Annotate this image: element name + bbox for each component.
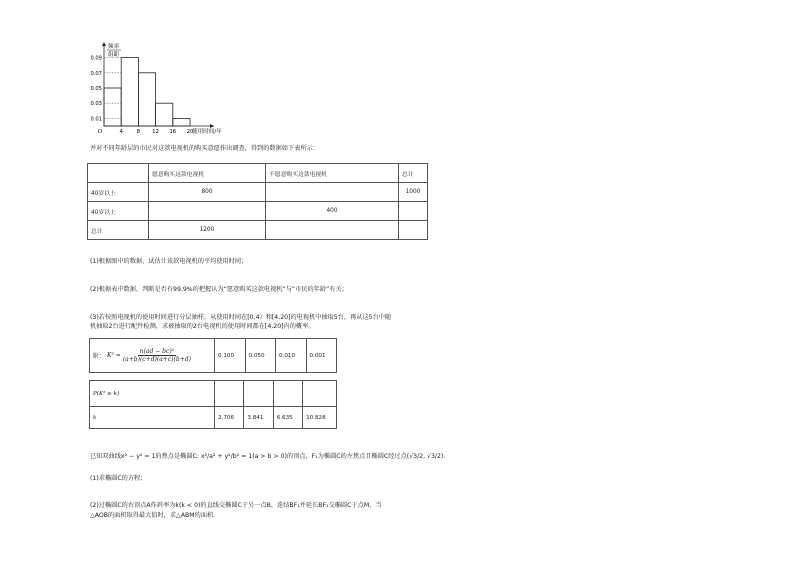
histogram-bar	[121, 58, 138, 126]
intro-text: 并对不同年龄层的市民对这款电视机的购买意愿作出调查，得到的数据如下表所示：	[90, 145, 319, 152]
table-cell: 0.100	[215, 339, 246, 373]
table-cell	[266, 221, 399, 240]
y-tick-label: 0.01	[90, 116, 102, 123]
formula-prefix: 附：	[93, 353, 106, 360]
table-row	[88, 202, 428, 221]
formula-lhs: K² =	[107, 352, 121, 359]
histogram-bars	[104, 58, 190, 126]
question-1: (1)根据图中的数据，试估计该款电视机的平均使用时间；	[90, 258, 248, 265]
table-cell	[266, 183, 399, 202]
table-row	[88, 164, 428, 183]
origin-label: O	[97, 129, 103, 135]
y-axis-arrow	[102, 42, 106, 46]
table-cell	[399, 221, 428, 240]
formula-numerator: n(ad − bc)²	[139, 348, 175, 355]
table-cell: 3.841	[244, 407, 273, 429]
table-cell: 0.001	[306, 339, 337, 373]
question-2: (2)根据表中数据，判断是否有99.9%的把握认为“愿意购买这款电视机”与“市民的年龄”有关；	[90, 286, 348, 293]
y-tick-label: 0.09	[90, 55, 102, 62]
table-cell: 总计	[88, 221, 149, 240]
question-3-line-1: (3)若按照电视机的使用时间进行分层抽样，从使用时间在[0,4）和[4,20]的电视机中抽取5台，再从这5台中随	[90, 314, 392, 321]
table-cell	[303, 381, 337, 407]
table-cell: 总计	[399, 164, 428, 183]
y-axis-label-bottom: 组距	[108, 52, 120, 58]
table-cell: 1200	[149, 221, 266, 240]
frequency-histogram	[86, 40, 256, 140]
table-cell: 400	[266, 202, 399, 221]
table-cell: 1000	[399, 183, 428, 202]
table-cell: 40岁以上	[88, 183, 149, 202]
table-cell: 愿意购买这款电视机	[149, 164, 266, 183]
x-tick-label: 16	[169, 129, 177, 135]
question-4-statement: 已知双曲线x² − y² = 1的焦点是椭圆C: x²/a² + y²/b² = 1(a > b > 0)的顶点，F₁为椭圆C的左焦点且椭圆C经过点(√3/2, √3/2).	[90, 453, 446, 460]
histogram-labels	[90, 42, 222, 135]
x-tick-label: 12	[152, 129, 160, 135]
histogram-bar	[104, 88, 121, 126]
x-axis-arrow	[210, 124, 214, 128]
table-row	[90, 381, 337, 407]
table-cell: 不愿意购买这款电视机	[266, 164, 399, 183]
table-row	[88, 183, 428, 202]
y-tick-label: 0.05	[90, 86, 102, 92]
table-cell	[399, 202, 428, 221]
formula-fraction	[123, 348, 191, 363]
table-cell	[244, 381, 273, 407]
table-row	[90, 339, 337, 373]
table-cell: 10.828	[303, 407, 337, 429]
critical-value-table	[89, 380, 337, 429]
table-row	[88, 221, 428, 240]
x-tick-label: 8	[136, 129, 141, 135]
y-axis-label-top: 频率	[108, 44, 120, 50]
table-cell: 2.706	[215, 407, 244, 429]
table-cell	[149, 202, 266, 221]
x-tick-label: 4	[119, 129, 123, 135]
y-tick-label: 0.07	[90, 70, 102, 77]
table-cell: 40岁以上	[88, 202, 149, 221]
table-cell	[215, 381, 244, 407]
survey-table	[87, 163, 428, 240]
table-cell: 0.050	[245, 339, 276, 373]
x-tick-label: 20	[186, 129, 194, 135]
question-4-part-2-line-2: △AOB的面积取得最大值时，求△ABM的面积.	[90, 512, 216, 519]
table-cell: 6.635	[273, 407, 302, 429]
formula-cell	[90, 339, 215, 373]
table-cell	[273, 381, 302, 407]
histogram-bar	[156, 103, 173, 126]
histogram-bar	[138, 73, 155, 126]
question-3-line-2: 机抽取2台进行配件检测，求被抽取的2台电视机的使用时间都在[4,20]内的概率。	[90, 323, 315, 330]
table-row	[90, 407, 337, 429]
table-cell	[88, 164, 149, 183]
formula-denominator: (a+b)(c+d)(a+c)(b+d)	[122, 356, 191, 363]
table-cell: 0.010	[276, 339, 307, 373]
question-4-part-2-line-1: (2)过椭圆C的右顶点A作斜率为k(k < 0)的直线交椭圆C于另一点B，连结BF₁并延长BF₁交椭圆C于点M，当	[90, 502, 382, 509]
histogram-bar	[173, 118, 190, 126]
formula-table	[89, 338, 337, 373]
table-cell: P(K² ≥ k)	[90, 381, 215, 407]
table-cell: k	[90, 407, 215, 429]
y-tick-label: 0.03	[90, 101, 102, 108]
x-axis-label: 使用时间/年	[192, 129, 222, 135]
question-4-part-1: (1)求椭圆C的方程；	[90, 475, 147, 482]
table-cell: 800	[149, 183, 266, 202]
